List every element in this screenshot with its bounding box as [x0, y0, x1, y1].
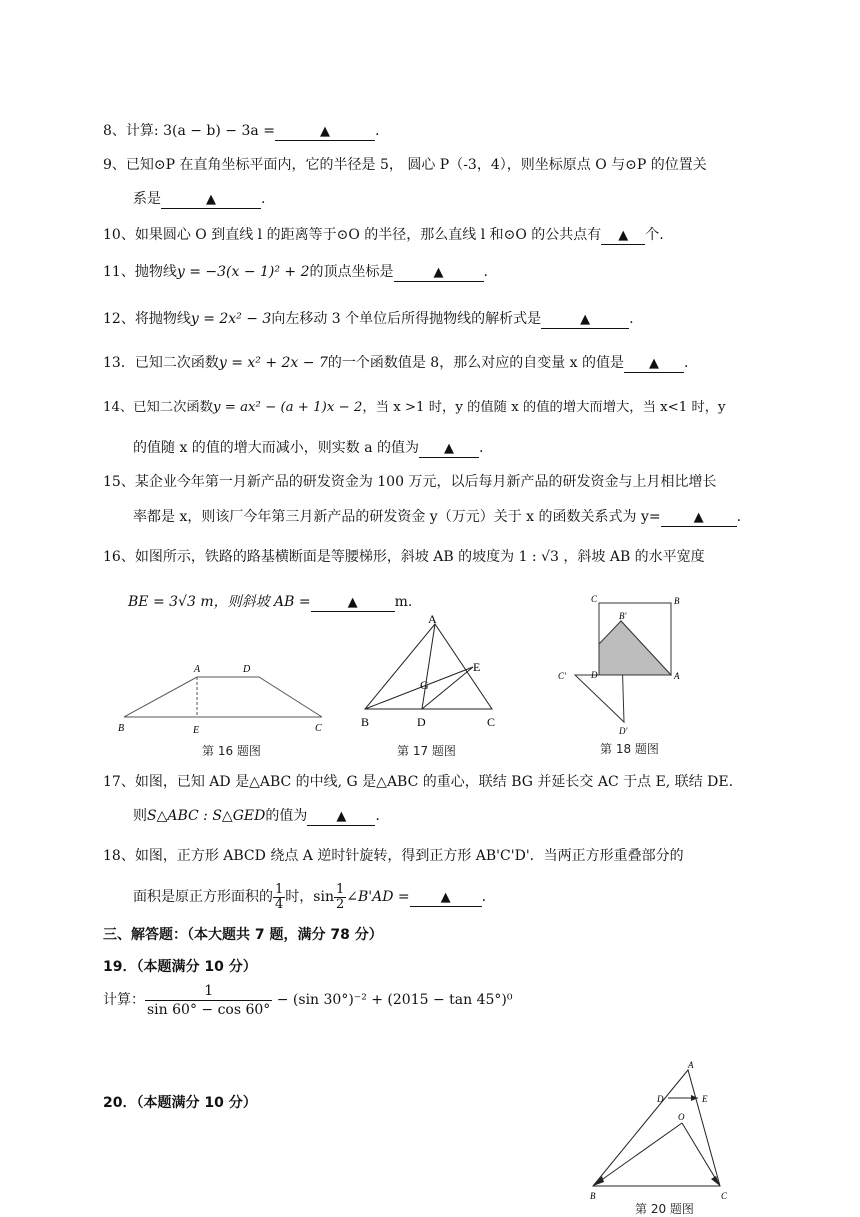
question-text: 计算： [103, 992, 145, 1008]
question-end: . [481, 889, 487, 905]
question-number: 9、 [103, 157, 126, 173]
answer-blank: ▲ [394, 264, 484, 282]
label-b: B [590, 1191, 596, 1201]
label-d: D [417, 715, 426, 729]
label-e: E [702, 1094, 708, 1104]
label-a: A [688, 1060, 694, 1070]
formula: y = 2x² − 3 [190, 311, 272, 327]
question-end: . [375, 808, 380, 824]
question-15 [103, 472, 716, 492]
label-b: B [361, 715, 370, 729]
fraction-half: $\frac{1}{2}$ [335, 881, 345, 912]
question-9-cont [133, 189, 265, 209]
question-end: . [374, 123, 380, 139]
formula: S△ABC : S△GED [147, 808, 266, 824]
question-17-cont [133, 806, 380, 826]
question-16 [103, 547, 705, 567]
question-14 [103, 398, 726, 418]
arrow-de [691, 1095, 698, 1101]
question-text: 向左移动 3 个单位后所得抛物线的解析式是 [271, 311, 542, 327]
question-text: ，当 x >1 时，y 的值随 x 的值的增大而增大，当 x<1 时，y [362, 400, 726, 415]
question-end: . [736, 509, 742, 525]
answer-blank: ▲ [307, 808, 375, 826]
caption-fig20: 第 20 题图 [635, 1202, 694, 1216]
label-d-prime: D' [619, 726, 628, 736]
label-o: O [678, 1112, 685, 1122]
question-15-cont [133, 507, 741, 527]
section-heading: 三、解答题：（本大题共 7 题，满分 78 分） [103, 927, 383, 943]
question-16-cont [128, 592, 412, 612]
question-number: 13． [103, 355, 135, 371]
question-number: 10、 [103, 227, 135, 243]
answer-blank: ▲ [541, 311, 629, 329]
question-13 [103, 353, 688, 373]
question-text: BE = 3√3 m，则斜坡 AB = [128, 594, 311, 610]
caption-fig16: 第 16 题图 [202, 744, 261, 758]
answer-blank: ▲ [275, 123, 375, 141]
label-c: C [315, 723, 322, 734]
question-text: 面积是原正方形面积的 [133, 889, 273, 905]
label-d: D [657, 1094, 664, 1104]
answer-blank: ▲ [311, 594, 395, 612]
question-text: 已知二次函数 [134, 355, 219, 371]
question-number: 15、 [103, 474, 135, 490]
answer-blank: ▲ [624, 355, 684, 373]
label-c-prime: C' [558, 671, 566, 681]
question-end: m. [394, 594, 413, 610]
fraction: $\frac{1}{\sin 60^\circ - \cos 60^\circ}$ [147, 982, 271, 1018]
label-g: G [420, 678, 429, 692]
question-number: 11、 [103, 264, 135, 280]
question-text: 则 [133, 808, 147, 824]
question-text: 抛物线 [134, 264, 177, 280]
question-text: 已知二次函数 [133, 400, 213, 415]
question-18 [103, 846, 684, 866]
triangle-abc [593, 1070, 720, 1186]
question-text: 系是 [133, 191, 161, 207]
formula: ∠B'AD = [346, 889, 410, 905]
figure-20 [584, 1058, 734, 1203]
question-9 [103, 155, 707, 175]
label-d: D [591, 670, 598, 680]
question-18-cont [133, 877, 486, 917]
label-b: B [118, 723, 125, 734]
question-end: . [261, 191, 266, 207]
question-text: 将抛物线 [134, 311, 191, 327]
label-a: A [674, 671, 680, 681]
question-10 [103, 225, 664, 245]
question-end: . [684, 355, 689, 371]
question-text: 的一个函数值是 8，那么对应的自变量 x 的值是 [327, 355, 625, 371]
fraction-quarter: $\frac{1}{4}$ [275, 881, 284, 912]
question-8 [103, 121, 379, 141]
label-a: A [428, 612, 437, 626]
question-number: 14、 [103, 400, 134, 415]
question-number: 17、 [103, 774, 135, 790]
question-text: 计算: 3(a − b) − 3a = [125, 123, 275, 139]
answer-blank: ▲ [661, 509, 737, 527]
caption-fig18: 第 18 题图 [600, 742, 659, 756]
question-text: 率都是 x，则该厂今年第三月新产品的研发资金 y（万元）关于 x 的函数关系式为 y= [133, 509, 661, 525]
question-20-title: 20．（本题满分 10 分） [103, 1095, 257, 1111]
figure-18 [553, 592, 693, 740]
trapezoid-sides [124, 677, 322, 717]
question-text: 某企业今年第一月新产品的研发资金为 100 万元，以后每月新产品的研发资金与上月相比增长 [134, 474, 717, 490]
label-c: C [487, 715, 496, 729]
question-text: 的值为 [265, 808, 308, 824]
formula: y = −3(x − 1)² + 2 [176, 264, 310, 280]
question-text: 如果圆心 O 到直线 l 的距离等于⊙O 的半径，那么直线 l 和⊙O 的公共点有 [134, 227, 602, 243]
line-be [365, 667, 473, 709]
caption-fig17: 第 17 题图 [397, 744, 456, 758]
segment-oc [682, 1123, 720, 1186]
figure-16 [112, 660, 332, 738]
overlap-region [599, 621, 671, 675]
question-11 [103, 262, 488, 282]
label-b: B [674, 596, 680, 606]
question-text: 时，sin [285, 889, 334, 905]
question-end: . [629, 311, 634, 327]
arrow-b [593, 1176, 604, 1186]
question-text: 的值随 x 的值的增大而减小，则实数 a 的值为 [133, 440, 420, 456]
question-text: 如图所示，铁路的路基横断面是等腰梯形，斜坡 AB 的坡度为 1 : √3 ，斜坡 AB 的水平宽度 [134, 549, 705, 565]
label-e: E [473, 660, 481, 674]
question-text: 的顶点坐标是 [309, 264, 394, 280]
label-e: E [193, 725, 200, 736]
answer-blank: ▲ [419, 440, 479, 458]
question-17 [103, 772, 733, 792]
formula: − (sin 30°)⁻² + (2015 − tan 45°)⁰ [276, 992, 513, 1008]
question-text: 如图，已知 AD 是△ABC 的中线, G 是△ABC 的重心，联结 BG 并延长交 AC 于点 E, 联结 DE. [134, 774, 734, 790]
label-a: A [194, 664, 201, 675]
label-b-prime: B' [619, 611, 627, 621]
question-number: 12、 [103, 311, 135, 327]
answer-blank: ▲ [410, 889, 482, 907]
line-de [422, 667, 473, 709]
question-number: 16、 [103, 549, 135, 565]
question-text: 如图，正方形 ABCD 绕点 A 逆时针旋转，得到正方形 AB'C'D'．当两正方形重叠部分的 [134, 848, 684, 864]
answer-blank: ▲ [161, 191, 261, 209]
figure-17 [355, 612, 505, 732]
label-c: C [591, 594, 598, 604]
question-end: . [479, 440, 484, 456]
question-end: . [483, 264, 488, 280]
question-19 [103, 980, 512, 1020]
label-c: C [721, 1191, 728, 1201]
question-text: 已知⊙P 在直角坐标平面内，它的半径是 5， 圆心 P（-3，4），则坐标原点 O 与⊙P 的位置关 [125, 157, 707, 173]
label-d: D [243, 664, 251, 675]
answer-blank: ▲ [601, 227, 645, 245]
formula: y = x² + 2x − 7 [218, 355, 328, 371]
question-number: 18、 [103, 848, 135, 864]
question-19-title: 19．（本题满分 10 分） [103, 959, 257, 975]
formula: y = ax² − (a + 1)x − 2 [213, 400, 363, 415]
question-12 [103, 309, 634, 329]
question-number: 8、 [103, 123, 126, 139]
question-14-cont [133, 438, 484, 458]
question-end: 个. [645, 227, 664, 243]
